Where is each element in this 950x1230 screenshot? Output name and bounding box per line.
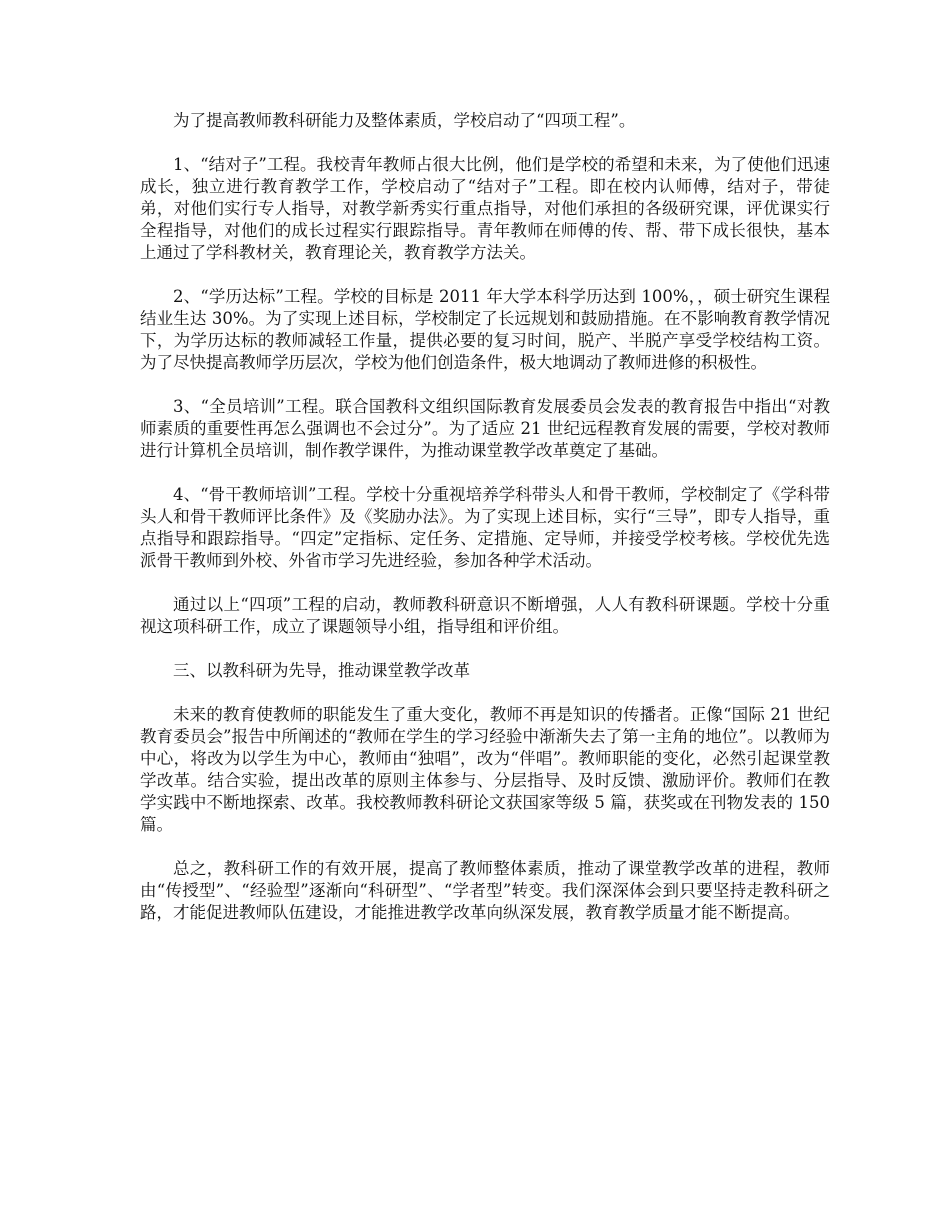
paragraph-conclusion: 总之，教科研工作的有效开展，提高了教师整体素质，推动了课堂教学改革的进程，教师由“传授型”、“经验型”逐渐向“科研型”、“学者型”转变。我们深深体会到只要坚持走教科研之路，才能促进教师队伍建设，才能推进教学改革向纵深发展，教育教学质量才能不断提高。 — [140, 859, 830, 922]
section-heading: 三、以教科研为先导，推动课堂教学改革 — [173, 661, 470, 680]
paragraph-summary-projects: 通过以上“四项”工程的启动，教师教科研意识不断增强，人人有教科研课题。学校十分重视这项科研工作，成立了课题领导小组，指导组和评价组。 — [140, 595, 830, 636]
paragraph-key-teacher-project: 4、“骨干教师培训”工程。学校十分重视培养学科带头人和骨干教师，学校制定了《学科带头人和骨干教师评比条件》及《奖励办法》。为了实现上述目标，实行“三导”，即专人指导，重点指导和跟踪指导。“四定”定指标、定任务、定措施、定导师，并接受学校考核。学校优先选派骨干教师到外校、外省市学习先进经验，参加各种学术活动。 — [140, 485, 830, 570]
paragraph-training-project: 3、“全员培训”工程。联合国教科文组织国际教育发展委员会发表的教育报告中指出“对教师素质的重要性再怎么强调也不会过分”。为了适应 21 世纪远程教育发展的需要，学校对教师进行计算机全员培训，制作教学课件，为推动课堂教学改革奠定了基础。 — [140, 397, 830, 460]
document-body — [140, 110, 830, 946]
intro-paragraph: 为了提高教师教科研能力及整体素质，学校启动了“四项工程”。 — [173, 111, 636, 130]
paragraph-teaching-reform: 未来的教育使教师的职能发生了重大变化，教师不再是知识的传播者。正像“国际 21 世纪教育委员会”报告中所阐述的“教师在学生的学习经验中渐渐失去了第一主角的地位”。以教师为中心，将改为以学生为中心，教师由“独唱”，改为“伴唱”。教师职能的变化，必然引起课堂教学改革。结合实验，提出改革的原则主体参与、分层指导、及时反馈、激励评价。教师们在教学实践中不断地探索、改革。我校教师教科研论文获国家等级 5 篇，获奖或在刊物发表的 150 篇。 — [140, 705, 830, 834]
paragraph-pairing-project: 1、“结对子”工程。我校青年教师占很大比例，他们是学校的希望和未来，为了使他们迅速成长，独立进行教育教学工作，学校启动了“结对子”工程。即在校内认师傅，结对子，带徒弟，对他们实行专人指导，对教学新秀实行重点指导，对他们承担的各级研究课，评优课实行全程指导，对他们的成长过程实行跟踪指导。青年教师在师傅的传、帮、带下成长很快，基本上通过了学科教材关，教育理论关，教育教学方法关。 — [140, 155, 830, 262]
paragraph-qualification-project: 2、“学历达标”工程。学校的目标是 2011 年大学本科学历达到 100%，，硕士研究生课程结业生达 30%。为了实现上述目标，学校制定了长远规划和鼓励措施。在不影响教育教学情况下，为学历达标的教师减轻工作量，提供必要的复习时间，脱产、半脱产享受学校结构工资。为了尽快提高教师学历层次，学校为他们创造条件，极大地调动了教师进修的积极性。 — [140, 287, 830, 372]
